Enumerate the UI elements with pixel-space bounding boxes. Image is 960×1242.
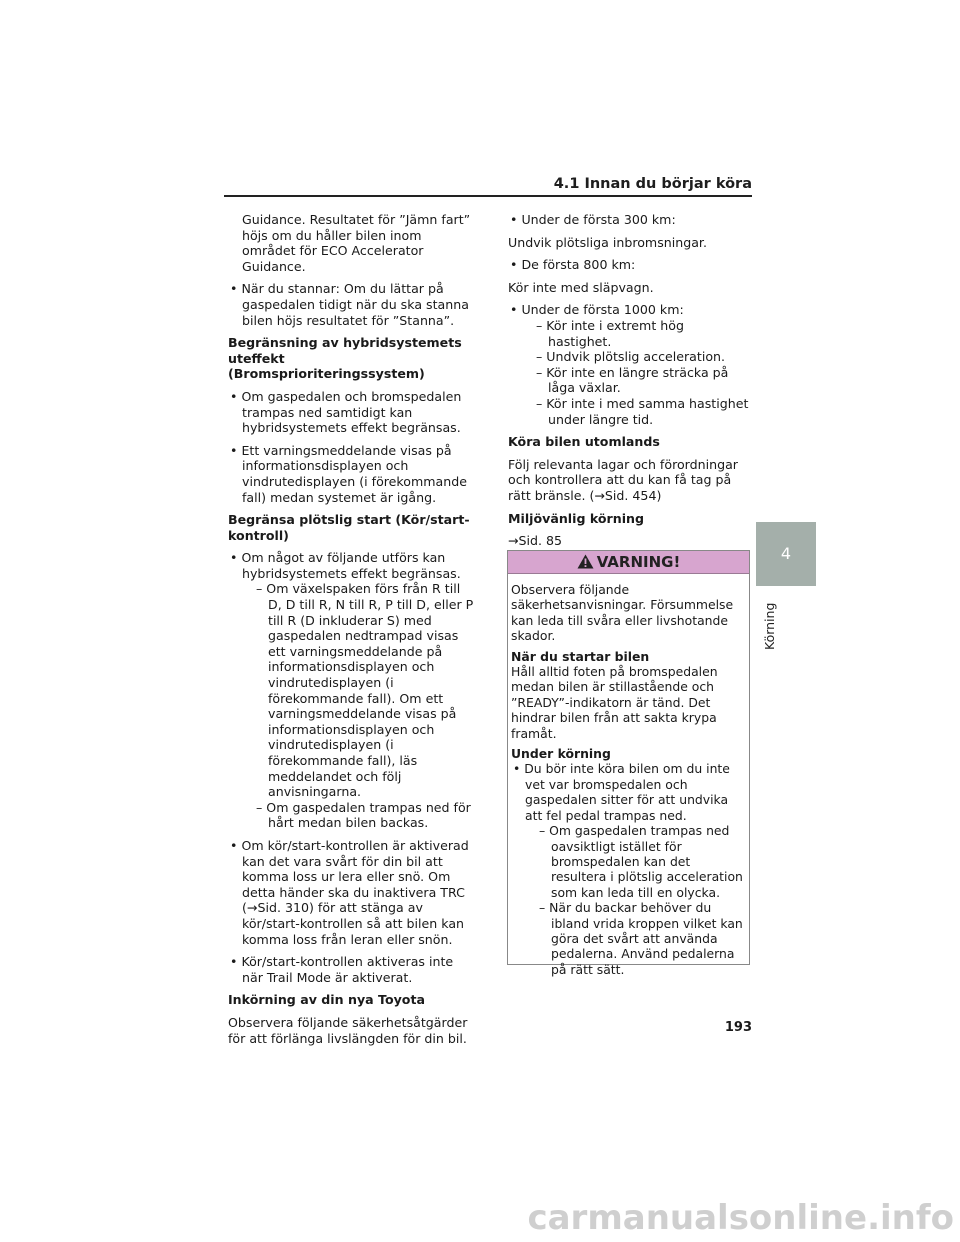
- chapter-label: Körning: [762, 602, 777, 650]
- warning-sub-item: – Om gaspedalen trampas ned oavsiktligt istället för bromspedalen kan det resultera i plötslig acceleration som kan leda till en olycka.: [539, 823, 743, 900]
- warning-paragraph: Håll alltid foten på bromspedalen medan bilen är stillastående och ”READY”-indikatorn är tänd. Det hindrar bilen från att sakta krypa framåt.: [511, 664, 718, 741]
- section-heading: Begränsning av hybridsystemets uteffekt (Bromsprioriteringssystem): [228, 335, 462, 382]
- warning-bullet: • Du bör inte köra bilen om du inte vet var bromspedalen och gaspedalen sitter för att undvika att fel pedal trampas ned. – Om gaspedalen trampas ned oavsiktligt istället för bromspedalen kan det resultera i plötslig acceleration som kan leda till en olycka. – När du backar behöver du ibland vrida kroppen vilket kan göra det svårt att använda pedalerna. Använd pedalerna på rätt sätt.: [511, 761, 746, 977]
- paragraph: →Sid. 85: [508, 533, 563, 549]
- warning-heading: Under körning: [511, 746, 611, 762]
- section-header: 4.1 Innan du börjar köra: [224, 176, 752, 197]
- warning-sub-item: – När du backar behöver du ibland vrida kroppen vilket kan göra det svårt att använda pedalerna. Använd pedalerna på rätt sätt.: [539, 900, 743, 977]
- warning-header: [508, 551, 749, 574]
- bullet-item: • Om kör/start-kontrollen är aktiverad kan det vara svårt för din bil att komma loss ur lera eller snö. Om detta händer ska du inaktivera TRC (→Sid. 310) för att stänga av kör/start-kontrollen så att bilen kan komma loss från leran eller snön.: [230, 837, 469, 947]
- continued-text: Guidance. Resultatet för ”Jämn fart” höjs om du håller bilen inom området för ECO Accelerator Guidance.: [242, 212, 471, 274]
- bullet-item: • Kör/start-kontrollen aktiveras inte när Trail Mode är aktiverat.: [230, 954, 454, 985]
- right-column: [508, 212, 750, 556]
- bullet-item: • Om gaspedalen och bromspedalen trampas ned samtidigt kan hybridsystemets effekt begränsas.: [230, 388, 462, 436]
- paragraph: Undvik plötsliga inbromsningar.: [508, 234, 707, 250]
- sub-item: – Kör inte i extremt hög hastighet.: [536, 317, 684, 349]
- sub-item: – Undvik plötslig acceleration.: [536, 349, 726, 365]
- page-number: 193: [724, 1020, 752, 1035]
- section-heading: Miljövänlig körning: [508, 510, 645, 526]
- bullet-item: • Ett varningsmeddelande visas på informationsdisplayen och vindrutedisplayen (i förekommande fall) medan systemet är igång.: [230, 442, 467, 505]
- bullet-item: • Om något av följande utförs kan hybridsystemets effekt begränsas. – Om växelspaken förs från R till D, D till R, N till R, P till D, eller P till R (D inkluderar S) med gaspedalen nedtrampad visas ett varningsmeddelande på informationsdisplayen och vindrutedisplayen (i förekommande fall). Om ett varningsmeddelande visas på informationsdisplayen och vindrutedisplayen (i förekommande fall), läs meddelandet och följ anvisningarna. – Om gaspedalen trampas ned för hårt medan bilen backas.: [228, 550, 476, 831]
- warning-title: VARNING!: [596, 553, 681, 571]
- paragraph: Följ relevanta lagar och förordningar och kontrollera att du kan få tag på rätt bränsle. (→Sid. 454): [508, 456, 738, 503]
- watermark: carmanualsonline.info: [527, 1198, 954, 1238]
- sub-item: – Kör inte en längre sträcka på låga växlar.: [536, 364, 729, 396]
- bullet-item: • Under de första 1000 km: – Kör inte i extremt hög hastighet. – Undvik plötslig acceleration. – Kör inte en längre sträcka på låga växlar. – Kör inte i med samma hastighet under längre tid.: [510, 302, 749, 427]
- warning-intro: Observera följande säkerhetsanvisningar. Försummelse kan leda till svåra eller livshotande skador.: [511, 582, 734, 644]
- paragraph: Observera följande säkerhetsåtgärder för att förlänga livslängden för din bil.: [228, 1014, 468, 1046]
- section-heading: Begränsa plötslig start (Kör/start-kontroll): [228, 512, 470, 543]
- bullet-item: • De första 800 km:: [510, 257, 636, 273]
- sub-item: – Om gaspedalen trampas ned för hårt medan bilen backas.: [256, 799, 471, 831]
- sub-item: – Kör inte i med samma hastighet under längre tid.: [536, 395, 749, 427]
- paragraph: Kör inte med släpvagn.: [508, 279, 654, 295]
- bullet-item: • När du stannar: Om du lättar på gaspedalen tidigt när du ska stanna bilen höjs resultatet för ”Stanna”.: [230, 281, 469, 328]
- sub-item: – Om växelspaken förs från R till D, D till R, N till R, P till D, eller P till R (D inkluderar S) med gaspedalen nedtrampad visas ett varningsmeddelande på informationsdisplayen och vindrutedisplayen (i förekommande fall). Om ett varningsmeddelande visas på informationsdisplayen och vindrutedisplayen (i förekommande fall), läs meddelandet och följ anvisningarna.: [256, 581, 474, 800]
- bullet-item: • Under de första 300 km:: [510, 212, 676, 227]
- warning-triangle-icon: [577, 553, 594, 575]
- warning-box: [507, 550, 750, 977]
- warning-heading: När du startar bilen: [511, 648, 650, 664]
- chapter-tab: 4: [756, 522, 816, 586]
- section-heading: Inkörning av din nya Toyota: [228, 992, 425, 1008]
- section-heading: Köra bilen utomlands: [508, 434, 660, 450]
- left-column: [228, 212, 476, 1053]
